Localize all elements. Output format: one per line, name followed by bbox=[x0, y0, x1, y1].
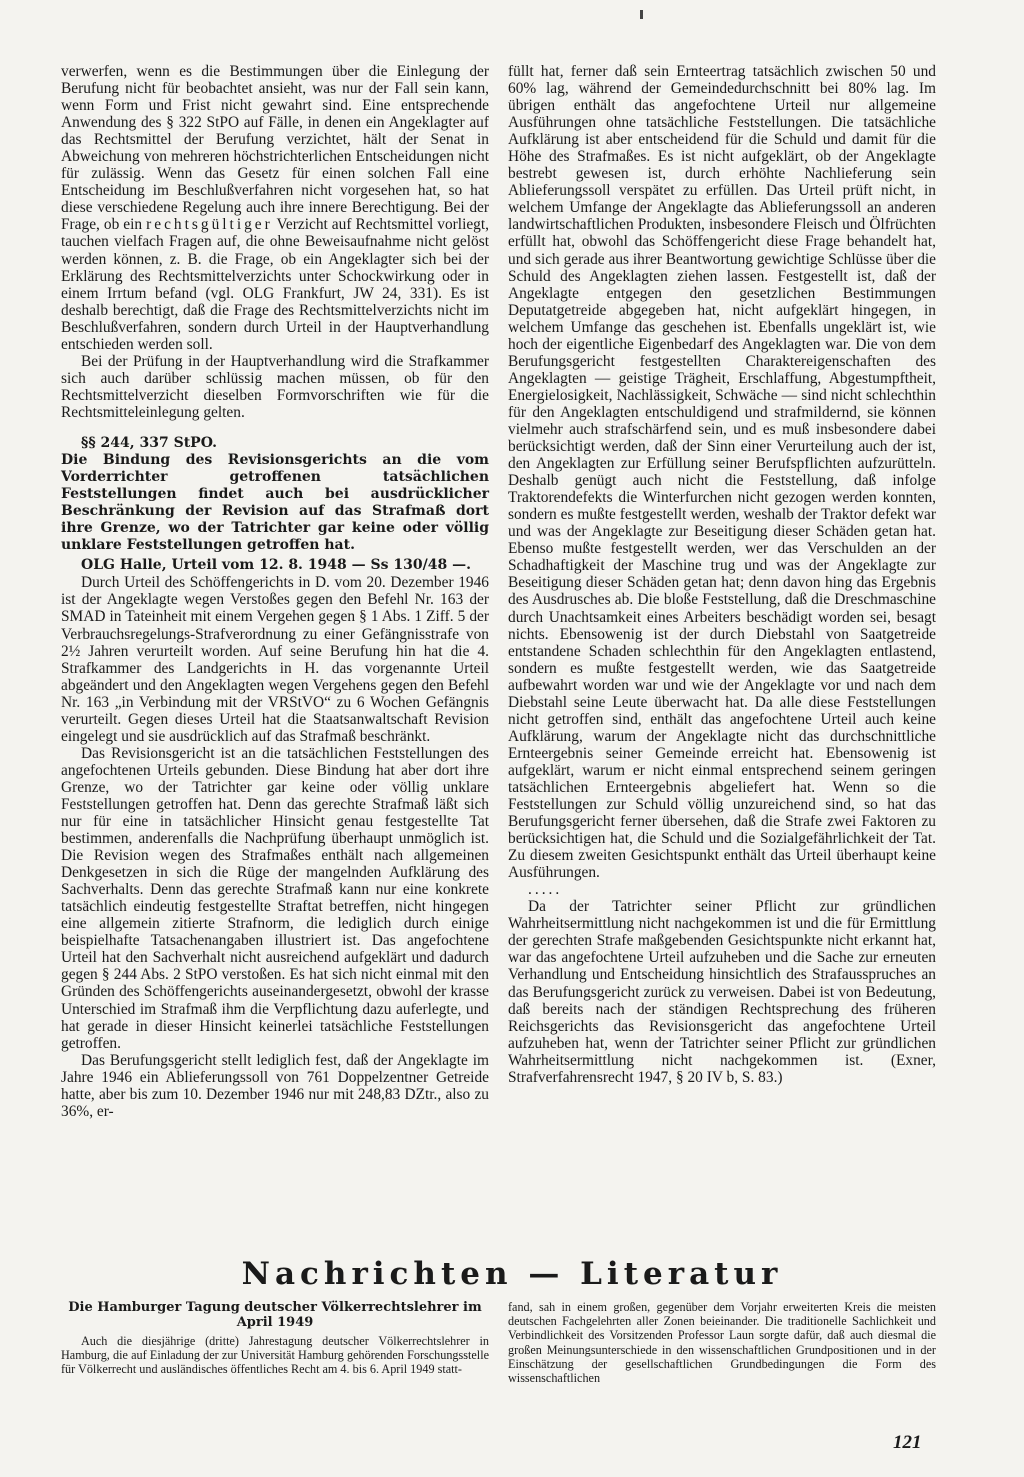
paragraph: füllt hat, ferner daß sein Ernteertrag tatsächlich zwischen 50 und 60% lag, während der Gemeindedurchschnitt bei 80% lag. Im übrigen enthält das angefochtene Urteil nur allgemeine Ausführungen ohne tatsächliche Feststellungen. Die tatsächliche Aufklärung ist aber entscheidend für die Schuld und damit für die Höhe des Strafmaßes. Es ist nicht aufgeklärt, ob der Angeklagte bestrebt gewesen ist, durch erhöhte Nachlieferung sein Ablieferungssoll verspätet zu erfüllen. Das Urteil prüft nicht, in welchem Umfange der Angeklagte das Ablieferungssoll an anderen landwirtschaftlichen Produkten, insbesondere Fleisch und Ölfrüchten erfüllt hat, obwohl das Schöffengericht diese Frage behandelt hat, und sich gerade aus ihrer Beantwortung gewichtige Schlüsse über die Schuld des Angeklagten ziehen lassen. Festgestellt ist, daß der Angeklagte entgegen den gesetzlichen Bestimmungen Deputatgetreide abgegeben hat, nicht aufgeklärt hingegen, in welchem Umfange das geschehen ist. Ebenfalls ungeklärt ist, wie hoch der eigentliche Eigenbedarf des Angeklagten war. Die von dem Berufungsgericht festgestellten Charaktereigenschaften des Angeklagten — geistige Trägheit, Erschlaffung, Abgestumpftheit, Energielosigkeit, Nachlässigkeit, Schwäche — sind nicht schlechthin für den Angeklagten entschuldigend und strafmildernd, sie können vielmehr auch strafschärfend sein, und es muß insbesondere dabei berücksichtigt werden, daß der Sinn einer Verurteilung auch der ist, den Angeklagten zur Erfüllung seiner Berufspflichten aufzurütteln. Deshalb genügt auch nicht die Feststellung, daß infolge Traktorendefekts die Winterfurchen nicht gezogen werden konnten, sondern es mußte festgestellt werden, weshalb der Traktor defekt war und was der Angeklagte zur Beseitigung dieser Schäden getan hat. Ebenso mußte festgestellt werden, wer das Verschulden an der Schadhaftigkeit der Maschine trug und was der Angeklagte zur Beseitigung dieser Schäden getan hat; denn davon hing das Ergebnis des Ausdrusches ab. Die bloße Feststellung, daß die Dreschmaschine durch Unachtsamkeit eines Arbeiters beschädigt worden sei, besagt nichts. Ebensowenig ist der durch Diebstahl von Saatgetreide entstandene Schaden schlechthin für den Angeklagten entlastend, sondern es mußte festgestellt werden, wie das Saatgetreide aufbewahrt worden war und wie der Angeklagte vor und nach dem Diebstahl seine Leute überwacht hat. Da alle diese Feststellungen nicht getroffen sind, enthält das angefochtene Urteil auch keine Aufklärung, warum der Angeklagte nicht das durchschnittliche Ernteergebnis seiner Gemeinde erreicht hat. Ebensowenig ist aufgeklärt, warum er nicht einmal entsprechend seinem geringen tatsächlichen Ernteergebnis abgeliefert hat. Wenn so die Feststellungen zur Schuld völlig unzureichend sind, so hat das Berufungsgericht ferner übersehen, daß die Strafe zwei Faktoren zu berücksichtigen hat, die Schuld und die Sozialgefährlichkeit der Tat. Zu diesem zweiten Gesichtspunkt enthält das Urteil überhaupt keine Ausführungen. bbox=[508, 63, 936, 882]
paragraph: Das Berufungsgericht stellt lediglich fest, daß der Angeklagte im Jahre 1946 ein Ablieferungssoll von 761 Doppelzentner Getreide hatte, aber bis zum 10. Dezember 1946 nur mit 248,83 DZtr., also zu 36%, er- bbox=[61, 1051, 489, 1120]
bottom-left-column bbox=[61, 1300, 489, 1377]
paragraph: Durch Urteil des Schöffengerichts in D. vom 20. Dezember 1946 ist der Angeklagte wegen Verstoßes gegen den Befehl Nr. 163 der SMAD in Tateinheit mit einem Vergehen gegen § 1 Abs. 1 Ziff. 5 der Verbrauchsregelungs-Strafverordnung zu einer Gefängnisstrafe von 2½ Jahren verurteilt worden. Auf seine Berufung hin hat die 4. Strafkammer des Landgerichts in H. das vorgenannte Urteil abgeändert und den Angeklagten wegen Vergehens gegen den Befehl Nr. 163 „in Verbindung mit der VRStVO“ zu 6 Wochen Gefängnis verurteilt. Gegen dieses Urteil hat die Staatsanwaltschaft Revision eingelegt und sie ausdrücklich auf das Strafmaß beschränkt. bbox=[61, 574, 489, 745]
ellipsis-marker: ..... bbox=[528, 881, 563, 899]
section-heading: §§ 244, 337 StPO. bbox=[81, 434, 217, 451]
scan-mark bbox=[640, 10, 643, 19]
section-title: Nachrichten — Literatur bbox=[241, 1256, 783, 1292]
paragraph: fand, sah in einem großen, gegenüber dem Vorjahr erweiterten Kreis die meisten deutschen Fachgelehrten aller Zonen beieinander. Die traditionelle Sachlichkeit und Verbindlichkeit des Vorsitzenden Professor Laun sorgte dafür, daß auch diesmal die großen Meinungsunterschiede in den wissenschaftlichen Grundpositionen und in der Einschätzung der gesellschaftlichen Grundbedingungen die Form des wissenschaftlichen bbox=[508, 1300, 936, 1386]
right-column bbox=[508, 63, 936, 1086]
page-number: 121 bbox=[893, 1432, 922, 1453]
court-citation: OLG Halle, Urteil vom 12. 8. 1948 — Ss 130/48 —. bbox=[81, 557, 471, 574]
article-title: Die Hamburger Tagung deutscher Völkerrechtslehrer im April 1949 bbox=[68, 1300, 482, 1330]
paragraph: Auch die diesjährige (dritte) Jahrestagung deutscher Völkerrechtslehrer in Hamburg, die auf Einladung der zur Universität Hamburg gehörenden Forschungsstelle für Völkerrecht und ausländisches öffentliches Recht am 4. bis 6. April 1949 statt- bbox=[61, 1334, 489, 1377]
bottom-right-column bbox=[508, 1300, 936, 1385]
spaced-term: rechtsgültiger bbox=[146, 216, 273, 234]
paragraph: Bei der Prüfung in der Hauptverhandlung wird die Strafkammer sich auch darüber schlüssig machen müssen, ob für den Rechtsmittelverzicht dieselben Formvorschriften wie für die Rechtsmitteleinlegung gelten. bbox=[61, 352, 489, 421]
paragraph: Das Revisionsgericht ist an die tatsächlichen Feststellungen des angefochtenen Urteils gebunden. Diese Bindung hat aber dort ihre Grenze, wo der Tatrichter gar keine oder völlig unklare Feststellungen getroffen hat. Denn das gerechte Strafmaß läßt sich nur für eine in tatsächlicher Hinsicht genau festgestellte Tat bestimmen, anderenfalls die Nachprüfung überhaupt unmöglich ist. Die Revision wegen des Strafmaßes enthält nach allgemeinen Denkgesetzen in sich die Rüge der mangelnden Aufklärung des Sachverhalts. Denn das gerechte Strafmaß kann nur eine konkrete tatsächlich eindeutig festgestellte Straftat betreffen, nicht hingegen eine allgemein zitierte Strafnorm, die lediglich durch einige beispielhafte Tatsachenangaben illustriert ist. Das angefochtene Urteil hat den Sachverhalt nicht ausreichend aufgeklärt und dadurch gegen § 244 Abs. 2 StPO verstoßen. Es hat sich nicht einmal mit den Gründen des Schöffengerichts auseinandergesetzt, obwohl der krasse Unterschied im Strafmaß ihm die Verpflichtung dazu auferlegte, und hat gerade in dieser Hinsicht keinerlei tatsächliche Feststellungen getroffen. bbox=[61, 744, 489, 1052]
paragraph: Da der Tatrichter seiner Pflicht zur gründlichen Wahrheitsermittlung nicht nachgekommen ist und die für Ermittlung der gerechten Strafe maßgebenden Gesichtspunkte nicht erkannt hat, war das angefochtene Urteil aufzuheben und die Sache zur erneuten Verhandlung und Entscheidung hinsichtlich des Strafausspruches an das Berufungsgericht zurück zu verweisen. Dabei ist von Bedeutung, daß bereits nach der ständigen Rechtsprechung des früheren Reichsgerichts das Revisionsgericht das angefochtene Urteil aufzuheben hat, wenn der Tatrichter seiner Pflicht zur gründlichen Wahrheitsermittlung nicht nachgekommen ist. (Exner, Strafverfahrensrecht 1947, § 20 IV b, S. 83.) bbox=[508, 898, 936, 1086]
paragraph: verwerfen, wenn es die Bestimmungen über die Einlegung der Berufung nicht für beobachtet ansieht, was nur der Fall sein kann, wenn Form und Frist nicht gewahrt sind. Eine entsprechende Anwendung des § 322 StPO auf Fälle, in denen ein Angeklagter auf das Rechtsmittel der Berufung verzichtet, hält der Senat in Abweichung von mehreren höchstrichterlichen Entscheidungen nicht für zulässig. Wenn das Gesetz für einen solchen Fall eine Entscheidung im Beschlußverfahren nicht vorgesehen hat, so hat diese verschiedene Regelung auch ihre innere Berechtigung. Bei der Frage, ob ein rechtsgültiger Verzicht auf Rechtsmittel vorliegt, tauchen vielfach Fragen auf, die ohne Beweisaufnahme nicht gelöst werden können, z. B. die Frage, ob ein Angeklagter sich bei der Erklärung des Rechtsmittelverzichts unter Schockwirkung oder in einem Irrtum befand (vgl. OLG Frankfurt, JW 24, 331). Es ist deshalb berechtigt, daß die Frage des Rechtsmittelverzichts nicht im Beschlußverfahren, sondern durch Urteil in der Hauptverhandlung entschieden werden soll. bbox=[61, 63, 489, 353]
left-column bbox=[61, 63, 489, 1120]
headnote: Die Bindung des Revisionsgerichts an die vom Vorderrichter getroffenen tatsächlichen Feststellungen findet auch bei ausdrücklicher Beschränkung der Revision auf das Strafmaß dort ihre Grenze, wo der Tatrichter gar keine oder völlig unklare Feststellungen getroffen hat. bbox=[61, 452, 489, 554]
